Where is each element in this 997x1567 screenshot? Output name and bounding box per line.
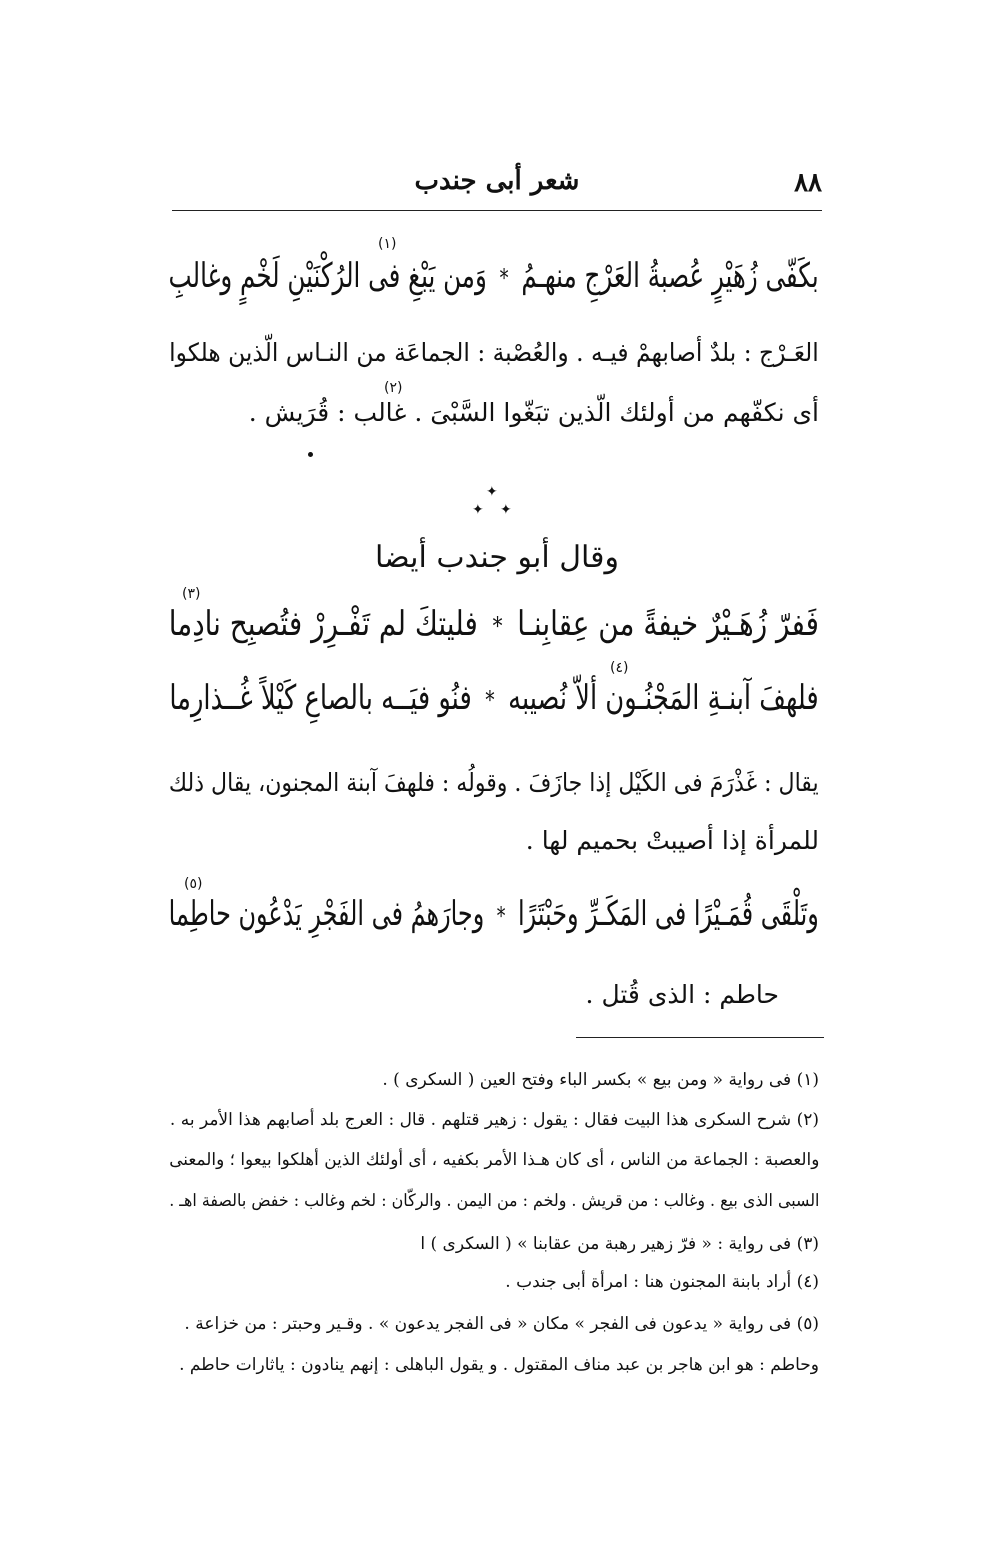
- verse-4-first-hemistich: وتَلْقَى قُمَـيْرًا فى المَكَـرِّ وحَبْتَرًا: [518, 894, 819, 934]
- footnote-3: (٣) فى رواية : « فرّ زهير رهبة من عقابنا » ( السكرى ) ا: [420, 1234, 819, 1254]
- note-marker-2: (٢): [384, 380, 403, 396]
- verse-2-first-hemistich: فَفرّ زُهَـيْرٌ خيفةً من عِقابِنـا: [517, 604, 819, 644]
- footnote-5-line-2: وحاطم : هو ابن هاجر بن عبد مناف المقتول . و يقول الباهلى : إنهم ينادون : ياثارات حاطم .: [179, 1355, 819, 1375]
- fleuron-star-left: ✦: [472, 502, 484, 518]
- header-rule: [172, 210, 822, 211]
- hemistich-separator: *: [497, 902, 506, 930]
- footnote-2-line-3: السبى الذى بيع . وغالب : من قريش . ولخم : من اليمن . والركّان : لخم وغالب : خفض بالصفة اهـ .: [168, 1191, 819, 1211]
- running-title: شعر أبى جندب: [414, 166, 580, 196]
- hemistich-separator: *: [500, 264, 509, 292]
- verse-1-first-hemistich: بكَفّى زُهَيْرٍ عُصبةُ العَرْجِ منهـمُ: [521, 256, 819, 296]
- note-marker-4: (٤): [610, 660, 629, 676]
- verse-4: [169, 894, 819, 934]
- verse-3: [170, 678, 819, 718]
- footnote-2-line-2: والعصبة : الجماعة من الناس ، أى كان هـذا الأمر بكفيه ، أى أولئك الذين أهلكوا بيعوا ؛ والمعنى: [168, 1150, 819, 1170]
- note-marker-3: (٣): [182, 586, 201, 602]
- section-heading: وقال أبو جندب أيضا: [375, 540, 619, 575]
- commentary-2-line-1: يقال : غَذْرَمَ فى الكَيْل إذا جازَفَ . وقولُه : فلهفَ آبنة المجنون، يقال ذلك: [169, 768, 819, 797]
- hemistich-separator: *: [485, 686, 495, 714]
- verse-3-first-hemistich: فلهفَ آبنـةِ المَجْنُـون ألاّ نُصيبه: [508, 678, 819, 718]
- footnote-5-line-1: (٥) فى رواية « يدعون فى الفجر » مكان « فى الفجر يدعون » . وقـير وحبتر : من خزاعة .: [184, 1314, 819, 1334]
- page-number: ٨٨: [794, 168, 822, 198]
- verse-2: [169, 604, 819, 644]
- footnote-4: (٤) أراد بابنة المجنون هنا : امرأة أبى جندب .: [505, 1272, 819, 1292]
- footnote-1: (١) فى رواية « ومن بيع » بكسر الباء وفتح العين ( السكرى ) .: [382, 1070, 819, 1090]
- section-fleuron: [462, 484, 522, 524]
- verse-4-second-hemistich: وجارَهمُ فى الفَجْرِ يَدْعُون حاطِما: [168, 894, 485, 934]
- verse-2-second-hemistich: فليتكَ لم تَفْـرِرْ فتُصبِح نادِما: [168, 604, 478, 644]
- verse-3-second-hemistich: فنُو فيَــه بالصاعِ كَيْلاً غُــذارِما: [169, 678, 473, 718]
- note-marker-5: (٥): [184, 876, 203, 892]
- ink-dot: [308, 452, 313, 457]
- footnote-rule: [576, 1037, 824, 1038]
- hemistich-separator: *: [492, 612, 503, 640]
- verse-1-second-hemistich: وَمن يَبْغِ فى الرُكْنَيْنِ لَخْمٍ وغالبِ: [168, 256, 488, 296]
- note-marker-1: (١): [378, 236, 397, 252]
- fleuron-star-right: ✦: [500, 502, 512, 518]
- page-header: [172, 160, 822, 206]
- commentary-1-line-1: العَـرْج : بلدٌ أصابهمْ فيـه . والعُصْبة : الجماعَة من النـاس الّذين هلكوا: [169, 338, 819, 367]
- fleuron-star-top: ✦: [486, 484, 498, 500]
- commentary-2-line-2: للمرأة إذا أصيبتْ بحميم لها .: [525, 826, 819, 855]
- footnote-2-line-1: (٢) شرح السكرى هذا البيت فقال : يقول : زهير قتلهم . قال : العرج بلد أصابهم هذا الأمر به .: [169, 1110, 819, 1130]
- verse-1: [169, 256, 819, 296]
- commentary-1-line-2: أى نكفّهم من أولئك الّذين تبَغّوا السَّبْىَ . غالب : قُرَيش .: [248, 398, 819, 427]
- commentary-3: حاطم : الذى قُتل .: [585, 980, 779, 1009]
